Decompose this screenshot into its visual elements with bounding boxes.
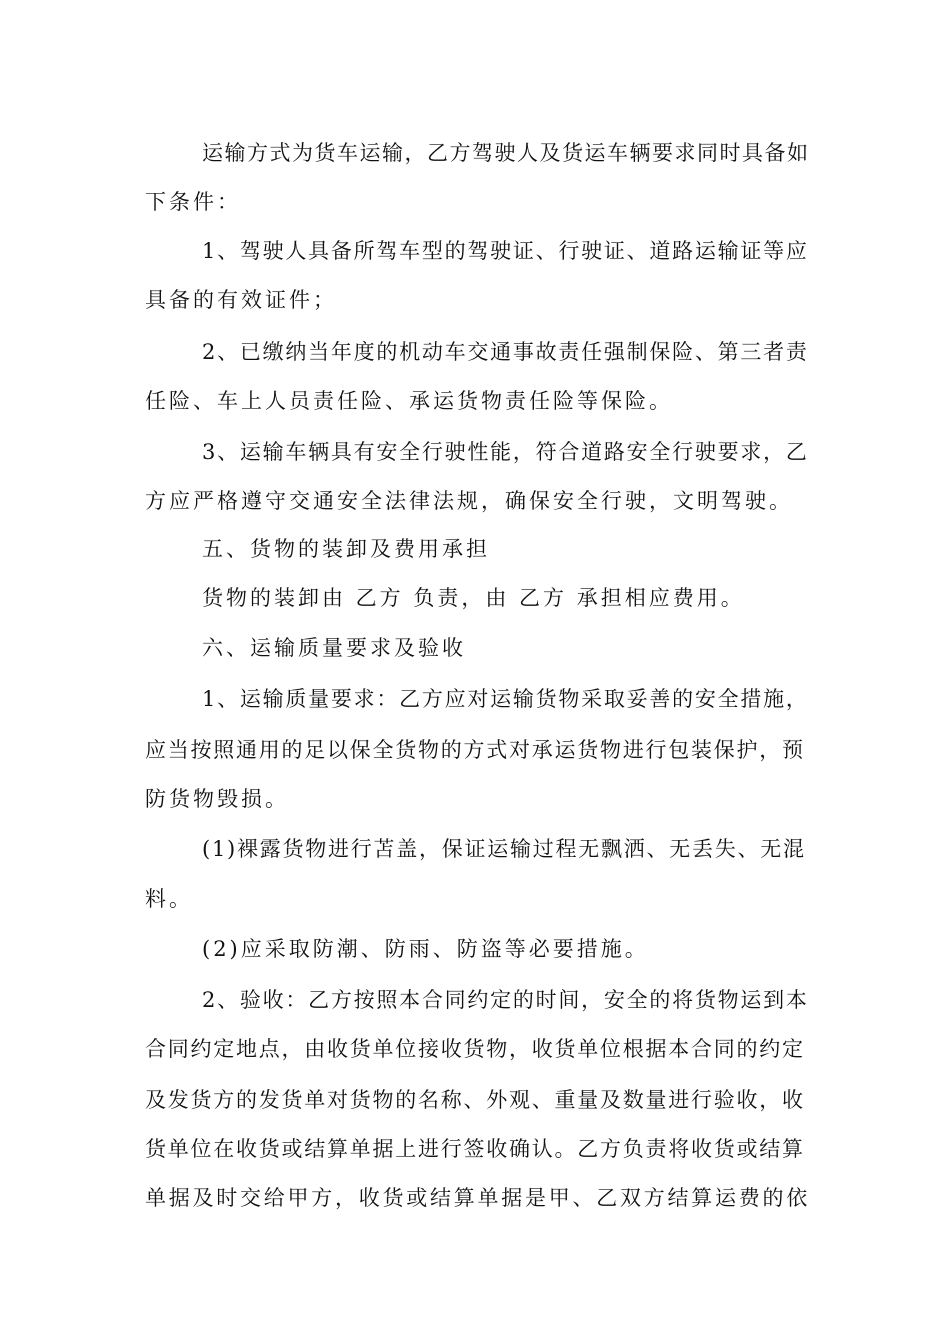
paragraph-line: 任险、车上人员责任险、承运货物责任险等保险。 [145,389,673,413]
paragraph-line: 1、驾驶人具备所驾车型的驾驶证、行驶证、道路运输证等应 [202,239,809,263]
paragraph-line: 合同约定地点，由收货单位接收货物，收货单位根据本合同的约定 [145,1037,805,1061]
paragraph-line: (2)应采取防潮、防雨、防盗等必要措施。 [202,937,649,961]
paragraph-line: 3、运输车辆具有安全行驶性能，符合道路安全行驶要求，乙 [202,440,809,464]
paragraph-line: (1)裸露货物进行苫盖，保证运输过程无飘洒、无丢失、无混 [202,837,806,861]
paragraph-line: 具备的有效证件； [145,288,337,312]
paragraph-line: 运输方式为货车运输，乙方驾驶人及货运车辆要求同时具备如 [202,141,810,165]
paragraph-line: 2、已缴纳当年度的机动车交通事故责任强制保险、第三者责 [202,340,809,364]
section-heading: 六、运输质量要求及验收 [202,636,466,660]
paragraph-line: 方应严格遵守交通安全法律法规，确保安全行驶，文明驾驶。 [145,489,793,513]
paragraph-line: 1、运输质量要求：乙方应对运输货物采取妥善的安全措施， [202,687,809,711]
paragraph-line: 应当按照通用的足以保全货物的方式对承运货物进行包装保护，预 [145,738,805,762]
paragraph-line: 防货物毁损。 [145,787,289,811]
section-heading: 五、货物的装卸及费用承担 [202,537,490,561]
paragraph-line: 货单位在收货或结算单据上进行签收确认。乙方负责将收货或结算 [145,1137,805,1161]
paragraph-line: 料。 [145,887,193,911]
paragraph-line: 下条件： [145,190,241,214]
paragraph-line: 及发货方的发货单对货物的名称、外观、重量及数量进行验收，收 [145,1088,805,1112]
paragraph-line: 单据及时交给甲方，收货或结算单据是甲、乙双方结算运费的依 [145,1186,810,1210]
paragraph-line: 2、验收：乙方按照本合同约定的时间，安全的将货物运到本 [202,988,809,1012]
paragraph-line: 货物的装卸由 乙方 负责，由 乙方 承担相应费用。 [202,586,745,610]
